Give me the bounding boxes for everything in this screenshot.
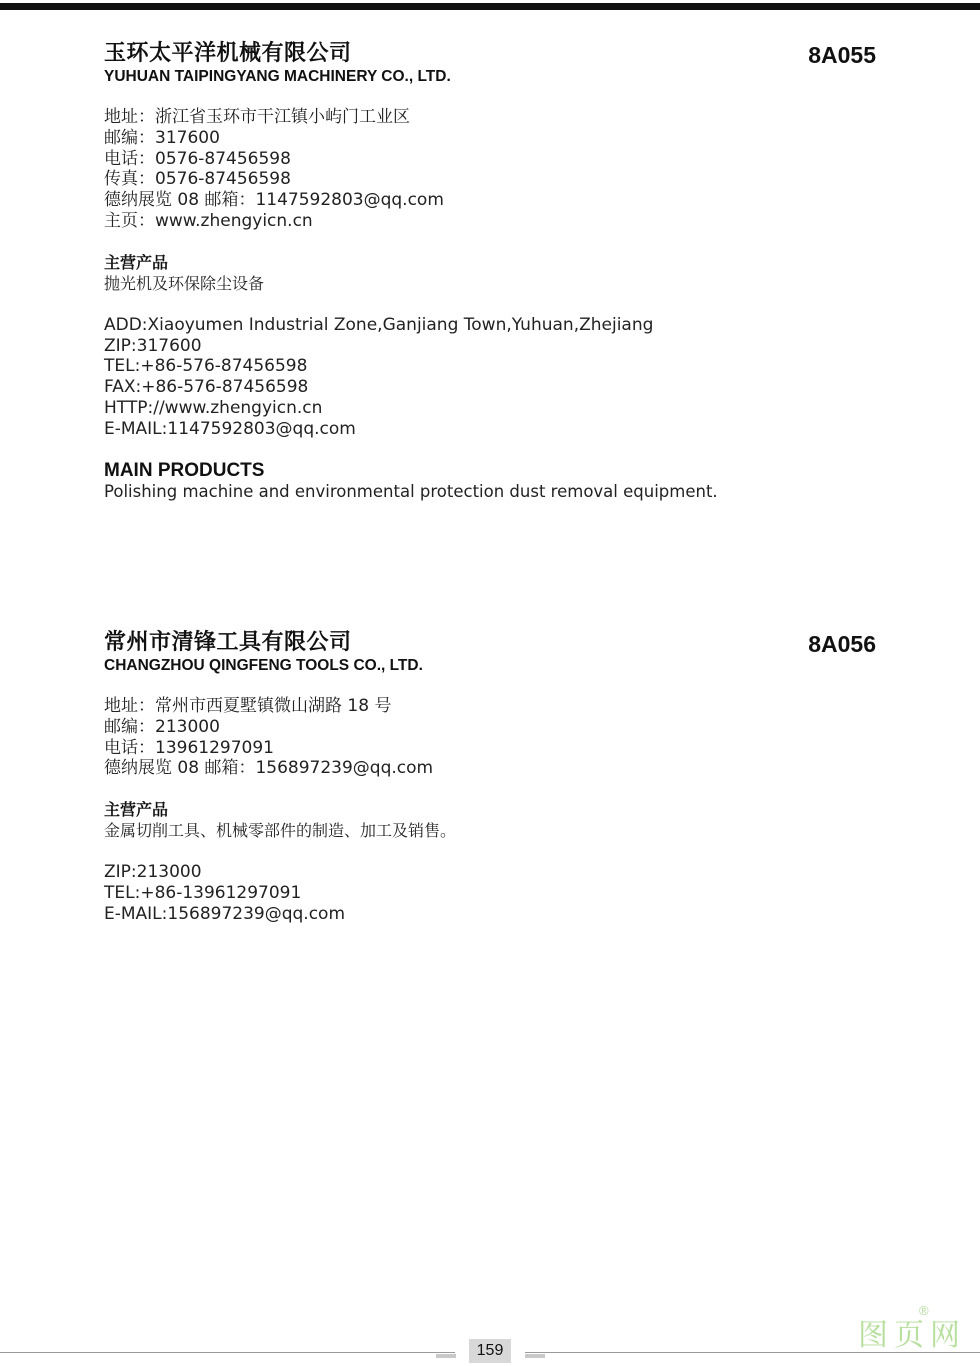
booth-code: 8A056 xyxy=(808,631,876,657)
page-footer xyxy=(0,1336,980,1366)
products-text-cn: 金属切削工具、机械零部件的制造、加工及销售。 xyxy=(104,821,457,841)
footer-accent-right xyxy=(525,1354,545,1358)
footer-rule-left xyxy=(0,1352,455,1353)
products-text-cn: 抛光机及环保除尘设备 xyxy=(104,273,265,293)
tel-en: TEL:+86-576-87456598 xyxy=(104,356,308,377)
contact-block-cn xyxy=(104,696,884,779)
company-name-cn: 玉环太平洋机械有限公司 xyxy=(104,41,352,66)
zip-cn: 邮编：213000 xyxy=(104,716,220,737)
top-border-rule xyxy=(0,3,980,10)
fax-en: FAX:+86-576-87456598 xyxy=(104,377,309,398)
email-cn: 德纳展览 08 邮箱：1147592803@qq.com xyxy=(104,190,444,211)
zip-en: ZIP:317600 xyxy=(104,335,202,356)
registered-mark: ® xyxy=(919,1303,929,1318)
address-cn: 地址：浙江省玉环市干江镇小屿门工业区 xyxy=(104,107,410,127)
company-name-en: YUHUAN TAIPINGYANG MACHINERY CO., LTD. xyxy=(104,68,451,85)
address-cn: 地址：常州市西夏墅镇微山湖路 18 号 xyxy=(104,696,392,716)
company-name-en: CHANGZHOU QINGFENG TOOLS CO., LTD. xyxy=(104,657,423,674)
watermark-logo: 图页网 xyxy=(858,1318,966,1353)
fax-cn: 传真：0576-87456598 xyxy=(104,169,291,190)
booth-code: 8A055 xyxy=(808,42,876,68)
contact-block-en xyxy=(104,862,884,924)
tel-en: TEL:+86-13961297091 xyxy=(104,882,302,903)
page-number: 159 xyxy=(469,1339,511,1363)
company-entry-8a056 xyxy=(104,629,884,925)
contact-block-en xyxy=(104,315,884,440)
products-text-en: Polishing machine and environmental protection dust removal equipment. xyxy=(104,481,718,501)
email-en: E-MAIL:1147592803@qq.com xyxy=(104,418,356,439)
email-cn: 德纳展览 08 邮箱：156897239@qq.com xyxy=(104,758,434,779)
homepage-cn: 主页：www.zhengyicn.cn xyxy=(104,210,313,231)
products-heading-cn: 主营产品 xyxy=(104,800,169,820)
website-en: HTTP://www.zhengyicn.cn xyxy=(104,397,323,418)
phone-cn: 电话：13961297091 xyxy=(104,737,274,758)
company-entry-8a055 xyxy=(104,40,884,502)
contact-block-cn xyxy=(104,107,884,232)
footer-accent-left xyxy=(436,1354,456,1358)
address-en: ADD:Xiaoyumen Industrial Zone,Ganjiang Town,Yuhuan,Zhejiang xyxy=(104,314,654,335)
zip-cn: 邮编：317600 xyxy=(104,127,220,148)
zip-en: ZIP:213000 xyxy=(104,862,202,883)
phone-cn: 电话：0576-87456598 xyxy=(104,148,291,169)
products-heading-cn: 主营产品 xyxy=(104,252,169,272)
email-en: E-MAIL:156897239@qq.com xyxy=(104,903,346,924)
products-heading-en: MAIN PRODUCTS xyxy=(104,459,265,481)
company-name-cn: 常州市清锋工具有限公司 xyxy=(104,630,352,655)
